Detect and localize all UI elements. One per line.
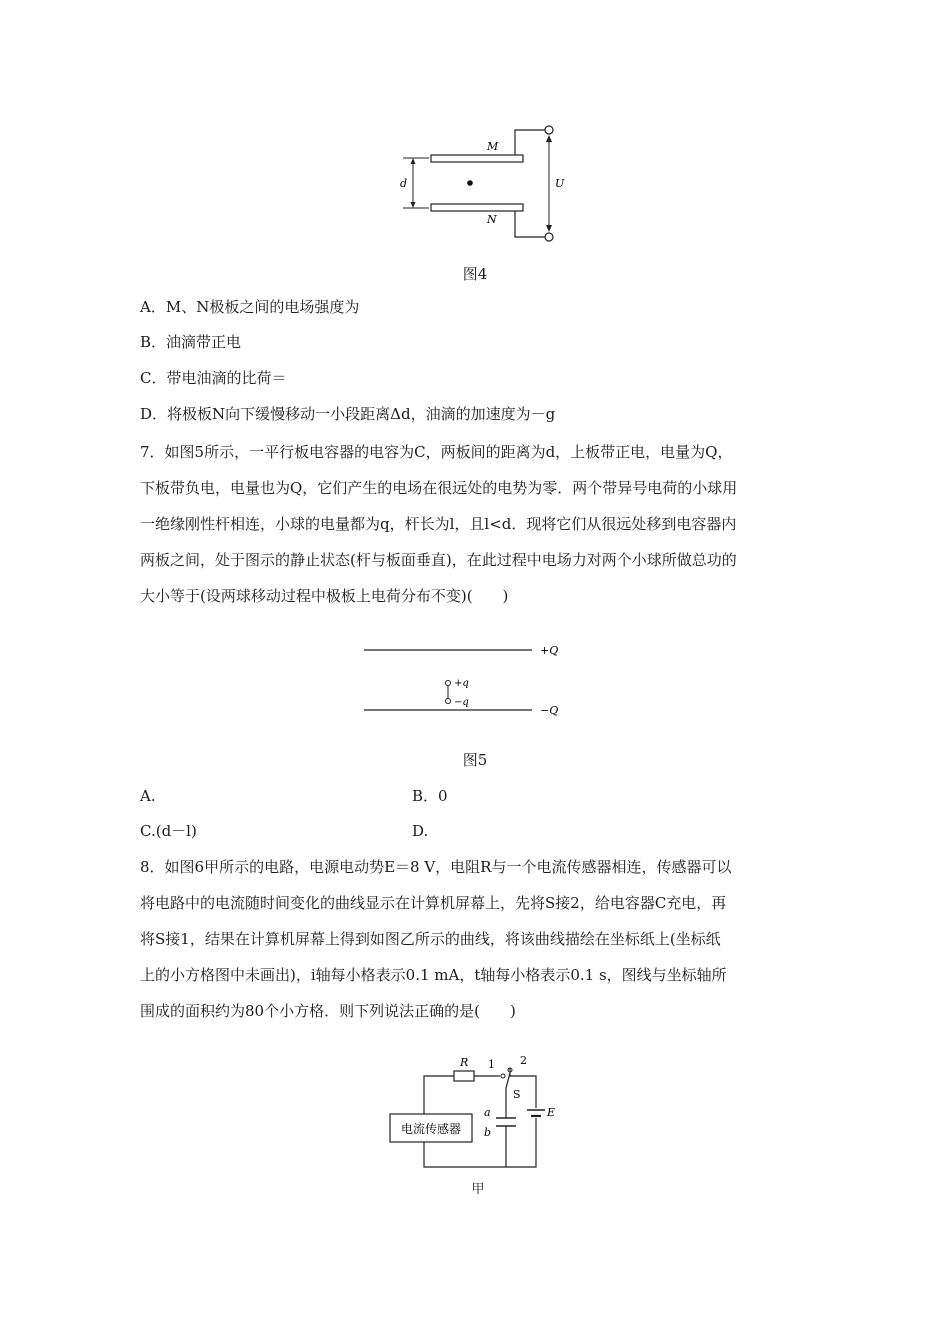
figure-6-caption: 甲 <box>471 1182 485 1197</box>
label-1: 1 <box>488 1058 495 1071</box>
q8-line-2: 将电路中的电流随时间变化的曲线显示在计算机屏幕上，先将S接2，给电容器C充电，再 <box>140 894 727 912</box>
q7-option-a: A. <box>140 787 156 805</box>
q7-option-c: C.(d－l) <box>140 822 197 840</box>
figure-4-caption: 图4 <box>462 265 488 283</box>
q7-line-3: 一绝缘刚性杆相连，小球的电量都为q，杆长为l，且l<d．现将它们从很远处移到电容器内 <box>140 515 737 533</box>
q6-option-b: B．油滴带正电 <box>140 333 242 351</box>
label-minus-q: −q <box>454 697 469 708</box>
q8-line-1: 8．如图6甲所示的电路，电源电动势E＝8 V，电阻R与一个电流传感器相连，传感器可以 <box>140 858 732 876</box>
label-E: E <box>547 1106 556 1119</box>
figure-4-diagram <box>395 120 565 245</box>
q7-option-d: D. <box>412 822 429 840</box>
label-2: 2 <box>520 1054 527 1067</box>
figure-5-caption: 图5 <box>462 751 488 769</box>
label-b: b <box>484 1126 492 1139</box>
terminal-bottom <box>545 233 553 241</box>
q7-line-5: 大小等于(设两球移动过程中极板上电荷分布不变)( ) <box>140 587 509 605</box>
plate-M <box>431 155 523 162</box>
label-S: S <box>513 1088 521 1101</box>
q8-line-3: 将S接1，结果在计算机屏幕上得到如图乙所示的曲线，将该曲线描绘在坐标纸上(坐标纸 <box>140 930 721 948</box>
plate-N <box>431 204 523 211</box>
q7-option-b: B．0 <box>412 787 448 805</box>
ball-plus-q <box>446 681 451 686</box>
resistor-R <box>454 1071 474 1081</box>
label-d: d <box>400 177 408 190</box>
label-N: N <box>487 213 497 226</box>
sensor-label: 电流传感器 <box>400 1122 462 1136</box>
label-a: a <box>484 1106 491 1119</box>
terminal-top <box>545 126 553 134</box>
q6-option-a: A．M、N极板之间的电场强度为 <box>140 298 360 316</box>
label-U: U <box>555 177 565 190</box>
label-plus-q: +q <box>454 678 469 689</box>
figure-5-diagram <box>360 636 600 722</box>
label-minus-Q: −Q <box>540 704 559 717</box>
q7-line-2: 下板带负电，电量也为Q，它们产生的电场在很远处的电势为零．两个带异号电荷的小球用 <box>140 479 738 497</box>
figure-6-circuit <box>380 1052 580 1174</box>
label-plus-Q: +Q <box>540 644 559 657</box>
q8-line-4: 上的小方格图中未画出)，i轴每小格表示0.1 mA，t轴每小格表示0.1 s，图线与坐标轴所 <box>140 966 727 984</box>
q7-line-1: 7．如图5所示，一平行板电容器的电容为C，两板间的距离为d，上板带正电，电量为Q， <box>140 443 733 461</box>
oil-droplet <box>467 180 473 186</box>
q6-option-c: C．带电油滴的比荷＝ <box>140 369 287 387</box>
q7-line-4: 两板之间，处于图示的静止状态(杆与板面垂直)，在此过程中电场力对两个小球所做总功的 <box>140 551 737 569</box>
ball-minus-q <box>446 699 451 704</box>
label-R: R <box>460 1056 469 1069</box>
label-M: M <box>487 140 499 153</box>
q8-line-5: 围成的面积约为80个小方格．则下列说法正确的是( ) <box>140 1002 516 1020</box>
q6-option-d: D．将极板N向下缓慢移动一小段距离Δd，油滴的加速度为－g <box>140 405 556 423</box>
